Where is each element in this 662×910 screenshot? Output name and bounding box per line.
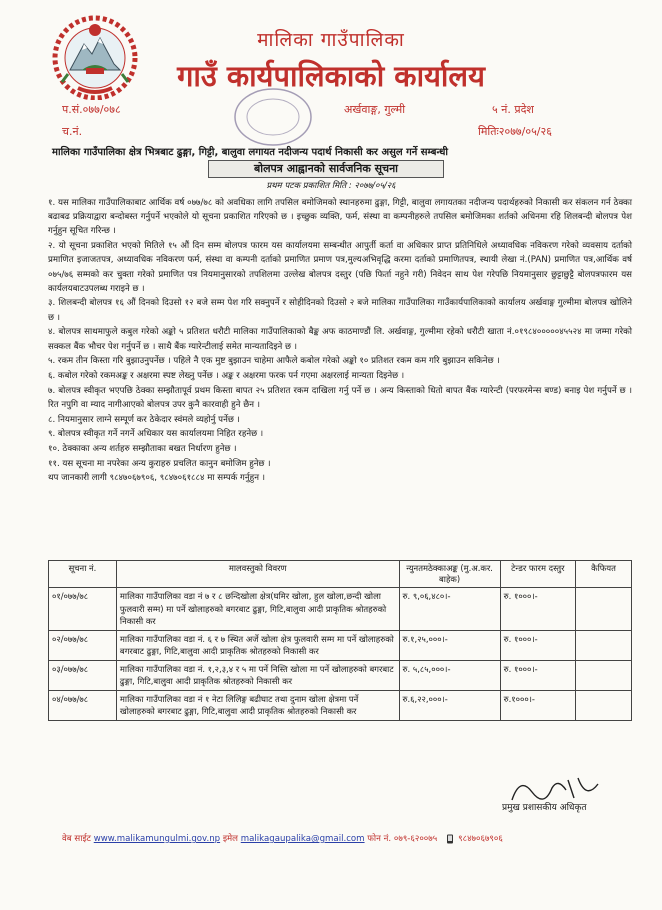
issue-date: मितिः२०७७/०५/२६: [478, 125, 552, 138]
table-row: [49, 690, 632, 720]
mobile-number: ९८४७०६७९०६: [458, 834, 503, 844]
cell-min-amount: रु.१,२५,०००।-: [399, 630, 500, 660]
paragraph-3: ३. शिलबन्दी बोलपत्र १६ औं दिनको दिउसो १२ बजे सम्म पेश गरि सक्नुपर्ने र सोहीदिनको दिउसो २ बजे मालिका गाउँपालिका गाउँकार्यपालिकाको कार्यालय अर्खवाङ्ग गुल्मीमा बोलपत्र खोलिने छ ।: [48, 298, 632, 323]
paragraph-6: ६. कबोल गरेको रकमअङ्क र अक्षरमा स्पष्ट लेख्नु पर्नेछ । अङ्क र अक्षरमा फरक पर्न गएमा अक्षरलाई मान्यता दिइनेछ ।: [48, 370, 405, 381]
cell-form-fee: रु. १०००।-: [500, 660, 575, 690]
email-label: इमेल: [222, 834, 239, 844]
reference-number: प.सं.०७७/०७८: [62, 103, 121, 116]
publication-date: प्रथम पटक प्रकाशित मिति : २०७७/०५/२६: [266, 181, 396, 191]
cell-form-fee: रु. १०००।-: [500, 630, 575, 660]
footer-contact: [62, 832, 503, 844]
paragraph-1: १. यस मालिका गाउँपालिकाबाट आर्थिक वर्ष ०७७/७८ को अवधिका लागि तपसिल बमोजिमको स्थानहरुमा ढुङ्गा, गिट्टी, बालुवा लगायतका नदीजन्य पदार्थहरुको निकासी कर संकलन गर्न ठेक्का बढाबढ प्रक्रियाद्वारा बन्दोबस्त गर्नुपर्ने भएकोले यो सूचना प्रकाशित गरिएको छ । इच्छुक व्यक्ति, फर्म, संस्था वा कम्पनीहरुले तपसिल बमोजिमका शर्तको अधिनमा रहि शिलबन्दी बोलपत्र पेश गर्नुहुन सूचित गरिन्छ ।: [48, 198, 632, 237]
cell-min-amount: रु. ९,०६,४८०।-: [399, 588, 500, 631]
mobile-phone-icon: [445, 834, 455, 844]
paragraph-9: ९. बोलपत्र स्वीकृत गर्ने नगर्ने अधिकार यस कार्यालयमा निहित रहनेछ ।: [48, 429, 264, 440]
header-remarks: कैफियत: [576, 561, 632, 588]
notice-subject: मालिका गाउँपालिका क्षेत्र भित्रबाट ढुङ्गा, गिट्टी, बालुवा लगायत नदीजन्य पदार्थ निकासी कर असुल गर्ने सम्बन्धी: [52, 147, 449, 158]
office-address: अर्खवाङ्ग, गुल्मी: [344, 103, 406, 116]
email-link[interactable]: malikagaupalika@gmail.com: [240, 834, 365, 844]
cell-description: मालिका गाउँपालिका वडा नं ७ र ८ छन्दिखोला क्षेत्र(घमिर खोला, हुल खोला,छन्दी खोला फुलवारी सम्म) मा पर्ने खोलाहरुको बगरबाट ढुङ्गा, गिटि,बालुवा आदी प्राकृतिक श्रोतहरुको निकासी कर: [116, 588, 399, 631]
cell-remarks: [576, 660, 632, 690]
paragraph-11: ११. यस सूचना मा नपरेका अन्य कुराहरु प्रचलित कानुन बमोजिम हुनेछ ।: [48, 458, 271, 469]
contact-info: थप जानकारी लागी ९८४७०६७९०६, ९८४७०६१८८४ मा सम्पर्क गर्नुहुन ।: [48, 473, 265, 484]
tender-table: [48, 560, 632, 721]
paragraph-8: ८. नियमानुसार लाग्ने सम्पूर्ण कर ठेकेदार स्वंमले व्यहोर्नु पर्नेछ ।: [48, 414, 240, 425]
cell-form-fee: रु.१०००।-: [500, 690, 575, 720]
website-link[interactable]: www.malikamungulmi.gov.np: [93, 834, 221, 844]
cell-notice-no: ०३/०७७/७८: [49, 660, 117, 690]
cell-remarks: [576, 630, 632, 660]
province-label: ५ नं. प्रदेश: [492, 103, 534, 116]
notice-title: बोलपत्र आह्वानको सार्वजनिक सूचना: [208, 160, 444, 178]
paragraph-2: २. यो सूचना प्रकाशित भएको मितिले १५ औं दिन सम्म बोलपत्र फारम यस कार्यालयमा सम्बन्धीत आपुर्ती कर्ता वा अधिकार प्राप्त प्रतिनिधिले अध्यावधिक नविकरण गरेको व्यवसाय दर्ताको प्रमाणित इजाजतपत्र, अध्यावधिक नविकरण फर्म, संस्था वा कम्पनी दर्ताको प्रमाणित प्रमाण पत्र,मुल्यअभिवृद्धि करमा दर्ताको प्रमाणितपत्र, स्थायी लेखा नं.(PAN) प्रमाणित पत्र,आर्थिक वर्ष ०७५/७६ सम्मको कर चुक्ता गरेको प्रमाणित पत्र नियमानुसारको तपशिलमा उल्लेख बोलपत्र दस्तुर (पछि फिर्ता नहुने गरी) निवेदन साथ पेश गरेपछि नियमानुसार छुट्टाछुट्टै बोलपत्रफारम यस कार्यलयबाटउपलब्ध गराइने छ ।: [48, 241, 632, 294]
paragraph-4: ४. बोलपत्र साथमाफुले कबुल गरेको अङ्को ५ प्रतिशत धरौटी मालिका गाउँपालिकाको बैङ्क अफ काठमाण्डौं लि. अर्खवाङ्ग, गुल्मीमा रहेको धरौटी खाता नं.०१९८४०००००४५५२४ मा जम्मा गरेको सक्कल बैंक भौचर पेश गर्नुपर्ने छ । साथै बैंक ग्यारेन्टीलाई समेत मान्यतादिइने छ ।: [48, 327, 632, 352]
header-form-fee: टेन्डर फारम दस्तुर: [500, 561, 575, 588]
notice-body: [48, 196, 632, 486]
table-row: [49, 630, 632, 660]
dispatch-number: च.नं.: [62, 125, 83, 138]
office-stamp-seal: [232, 86, 314, 148]
website-label: वेब साईट: [62, 834, 92, 844]
paragraph-7: ७. बोलपत्र स्वीकृत भएपछि ठेक्का सम्झौतापूर्व प्रथम किस्ता बापत २५ प्रतिशत रकम दाखिला गर्नु पर्ने छ । अन्य किस्ताको धितो बापत बैंक ग्यारेन्टी (परफरमेन्स बण्ड) बनाइ पेश गर्नुपर्ने छ । रित नपुगि वा म्याद नागीआएको बोलपत्र उपर कुनै कारवाही हुने छैन ।: [48, 385, 632, 410]
cell-description: मालिका गाउँपालिका वडा नं. १,२,३,४ र ५ मा पर्ने निस्ति खोला मा पर्ने खोलाहरुको बगरबाट ढुङ्गा, गिटि,बालुवा आदी प्राकृतिक श्रोतहरुको निकासी कर: [116, 660, 399, 690]
cell-notice-no: ०४/०७७/७८: [49, 690, 117, 720]
cell-description: मालिका गाउँपालिका वडा नं. ६ र ७ स्थित अर्जे खोला क्षेत्र फुलवारी सम्म मा पर्ने खोलाहरुको बगरबाट ढुङ्गा, गिटि,बालुवा आदी प्राकृतिक श्रोतहरुको निकासी कर: [116, 630, 399, 660]
table-row: [49, 660, 632, 690]
table-header-row: [49, 561, 632, 588]
cell-form-fee: रु. १०००।-: [500, 588, 575, 631]
header-notice-no: सूचना नं.: [49, 561, 117, 588]
signatory-title: प्रमुख प्रशासकीय अधिकृत: [502, 803, 587, 813]
header-description: मालवस्तुको विवरण: [116, 561, 399, 588]
paragraph-10: १०. ठेक्काका अन्य शर्तहरु सम्झौताका बखत निर्धारण हुनेछ ।: [48, 443, 237, 454]
cell-notice-no: ०१/०७७/७८: [49, 588, 117, 631]
cell-remarks: [576, 588, 632, 631]
municipality-name: मालिका गाउँपालिका: [257, 29, 405, 51]
cell-min-amount: रु. ५,८५,०००।-: [399, 660, 500, 690]
cell-notice-no: ०२/०७७/७८: [49, 630, 117, 660]
table-row: [49, 588, 632, 631]
phone-number: फोन नं. ०७९-६२००७५: [367, 834, 438, 844]
header-min-amount: न्युनतमठेक्काअङ्क (मु.अ.कर. बाहेक): [399, 561, 500, 588]
office-name: गाउँ कार्यपालिकाको कार्यालय: [177, 59, 485, 93]
cell-remarks: [576, 690, 632, 720]
cell-description: मालिका गाउँपालिका वडा नं १ नेटा लिलिङ्ग बढीघाट तथा दुनाम खोला क्षेत्रमा पर्ने खोलाहरुको बगरबाट ढुङ्गा, गिटि,बालुवा आदी प्राकृतिक श्रोतहरुको निकासी कर: [116, 690, 399, 720]
cell-min-amount: रु.६,२२,०००।-: [399, 690, 500, 720]
paragraph-5: ५. रकम तीन किस्ता गरि बुझाउनुपर्नेछ । पहिले नै एक मुष्ट बुझाउन चाहेमा आफैले कबोल गरेको अङ्को १० प्रतिशत रकम कम गरि बुझाउन सकिनेछ ।: [48, 356, 500, 367]
